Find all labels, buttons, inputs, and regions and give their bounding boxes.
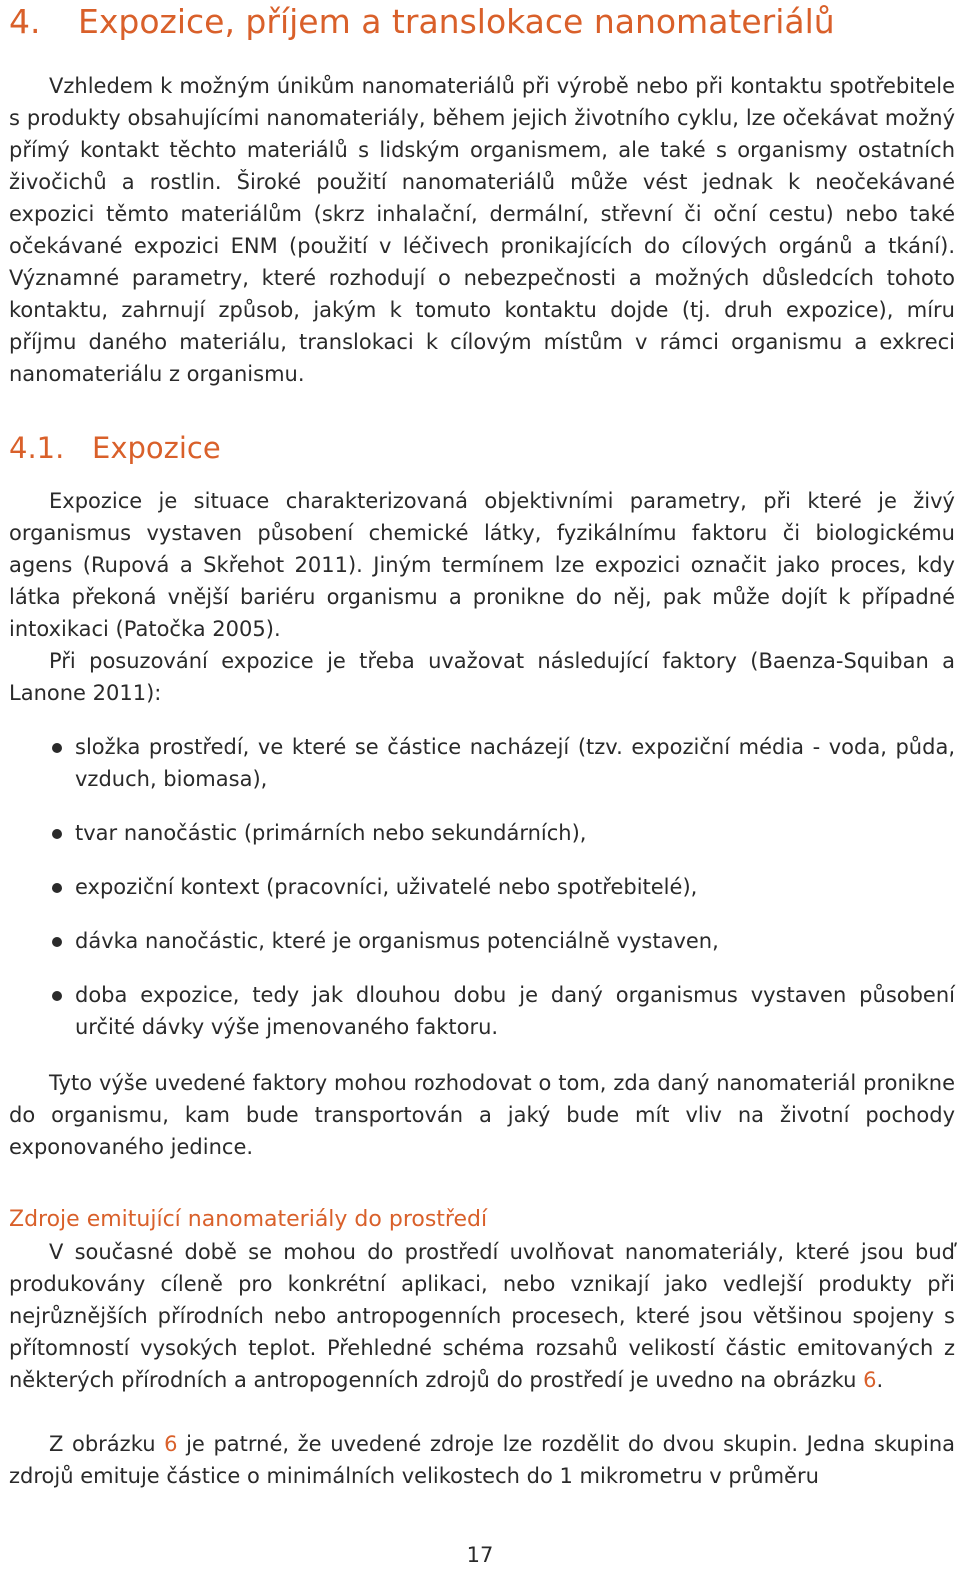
list-item [9, 925, 955, 957]
list-item-text: dávka nanočástic, které je organismus potenciálně vystaven, [75, 929, 719, 953]
list-item-text: složka prostředí, ve které se částice nacházejí (tzv. expoziční média - voda, půda, vzduch, biomasa), [75, 735, 955, 791]
section-number: 4.1. [9, 431, 65, 465]
list-item-text: tvar nanočástic (primárních nebo sekundárních), [75, 821, 587, 845]
section-paragraph-1: Expozice je situace charakterizovaná objektivními parametry, při které je živý organismus vystaven působení chemické látky, fyzikálnímu faktoru či biologickému agens (Rupová a Skřehot 2011). Jiným termínem lze expozici označit jako proces, kdy látka překoná vnější bariéru organismu a pronikne do něj, pak může dojít k případné intoxikaci (Patočka 2005). [9, 489, 955, 641]
list-item-text: expoziční kontext (pracovníci, uživatelé nebo spotřebitelé), [75, 875, 698, 899]
subsection-paragraph-1-end: . [876, 1368, 884, 1392]
list-item [9, 871, 955, 903]
list-item [9, 731, 955, 795]
list-item [9, 979, 955, 1043]
subsection-paragraph-2 [9, 1428, 955, 1492]
bullet-icon [52, 937, 62, 947]
chapter-title: Expozice, příjem a translokace nanomateriálů [78, 2, 835, 41]
chapter-heading [9, 0, 835, 44]
section-paragraph-2: Při posuzování expozice je třeba uvažovat následující faktory (Baenza-Squiban a Lanone 2011): [9, 649, 955, 705]
section-title: Expozice [92, 431, 221, 465]
bullet-icon [52, 743, 62, 753]
list-item [9, 817, 955, 849]
section-heading [9, 430, 221, 466]
bullet-icon [52, 829, 62, 839]
chapter-number: 4. [9, 2, 41, 41]
bullet-icon [52, 991, 62, 1001]
subsection-heading: Zdroje emitující nanomateriály do prostředí [9, 1207, 488, 1232]
subsection-paragraph-1-text: V současné době se mohou do prostředí uvolňovat nanomateriály, které jsou buď produkovány cíleně pro konkrétní aplikaci, nebo vznikají jako vedlejší produkty při nejrůznějších přírodních nebo antropogenních procesech, které jsou většinou spojeny s přítomností vysokých teplot. Přehledné schéma rozsahů velikostí částic emitovaných z některých přírodních a antropogenních zdrojů do prostředí je uvedno na obrázku [9, 1240, 955, 1392]
figure-reference-link[interactable]: 6 [164, 1432, 178, 1456]
section-paragraph-3: Tyto výše uvedené faktory mohou rozhodovat o tom, zda daný nanomateriál pronikne do organismu, kam bude transportován a jaký bude mít vliv na životní pochody exponovaného jedince. [9, 1071, 955, 1159]
subsection-paragraph-1 [9, 1236, 955, 1396]
chapter-intro-paragraph: Vzhledem k možným únikům nanomateriálů při výrobě nebo při kontaktu spotřebitele s produkty obsahujícími nanomateriály, během jejich životního cyklu, lze očekávat možný přímý kontakt těchto materiálů s lidským organismem, ale také s organismy ostatních živočichů a rostlin. Široké použití nanomateriálů může vést jednak k neočekávané expozici těmto materiálům (skrz inhalační, dermální, střevní či oční cestu) nebo také očekávané expozici ENM (použití v léčivech pronikajících do cílových orgánů a tkání). Významné parametry, které rozhodují o nebezpečnosti a možných důsledcích tohoto kontaktu, zahrnují způsob, jakým k tomuto kontaktu dojde (tj. druh expozice), míru příjmu daného materiálu, translokaci k cílovým místům v rámci organismu a exkreci nanomateriálu z organismu. [9, 74, 955, 386]
subsection-paragraph-2-text: je patrné, že uvedené zdroje lze rozdělit do dvou skupin. Jedna skupina zdrojů emituje částice o minimálních velikostech do 1 mikrometru v průměru [9, 1432, 955, 1488]
list-item-text: doba expozice, tedy jak dlouhou dobu je daný organismus vystaven působení určité dávky výše jmenovaného faktoru. [75, 983, 955, 1039]
page-number: 17 [466, 1543, 494, 1567]
subsection-paragraph-2-start: Z obrázku [49, 1432, 165, 1456]
figure-reference-link[interactable]: 6 [863, 1368, 877, 1392]
exposure-factors-list [9, 731, 955, 1065]
bullet-icon [52, 883, 62, 893]
